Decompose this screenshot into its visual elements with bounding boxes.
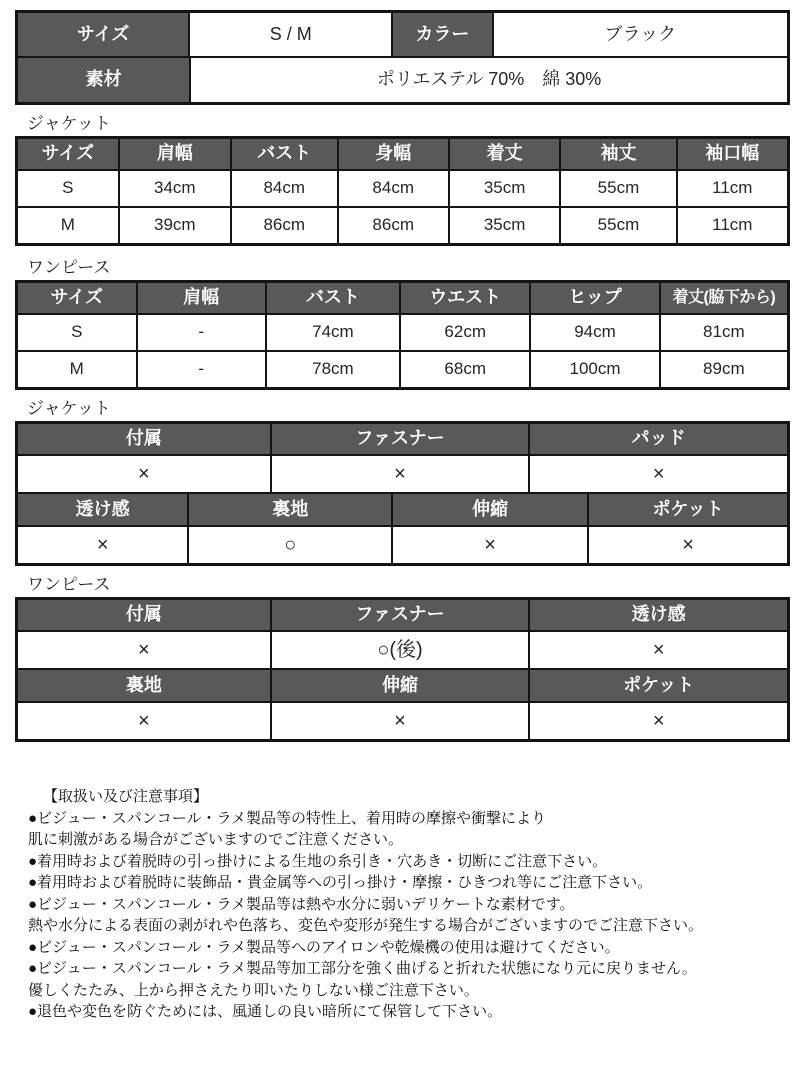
value-cell: 39cm bbox=[120, 208, 230, 243]
value-cell: 68cm bbox=[401, 352, 529, 387]
table-header-row bbox=[18, 283, 787, 313]
value-cell: 74cm bbox=[267, 315, 399, 350]
table-header-row bbox=[18, 424, 787, 454]
header-cell: バスト bbox=[267, 283, 399, 313]
onepiece-size-section-label: ワンピース bbox=[27, 258, 111, 277]
notes-line: ●ビジュー・スパンコール・ラメ製品等の特性上、着用時の摩擦や衝撃により bbox=[28, 809, 547, 827]
material-value-cell: ポリエステル 70% 綿 30% bbox=[191, 58, 787, 102]
table-header-row bbox=[18, 494, 787, 525]
value-cell: 86cm bbox=[232, 208, 337, 243]
value-cell: × bbox=[393, 527, 587, 563]
jacket-attributes-table bbox=[15, 421, 790, 566]
value-cell: 55cm bbox=[561, 208, 675, 243]
header-cell: 付属 bbox=[18, 600, 270, 630]
header-cell: ポケット bbox=[530, 670, 787, 701]
notes-line: 熱や水分による表面の剥がれや色落ち、変色や変形が発生する場合がございますのでご注意下さい。 bbox=[28, 917, 704, 934]
value-cell: 55cm bbox=[561, 171, 675, 206]
header-cell: 肩幅 bbox=[138, 283, 265, 313]
header-cell: 透け感 bbox=[530, 600, 787, 630]
value-cell: 81cm bbox=[661, 315, 787, 350]
header-cell: 伸縮 bbox=[393, 494, 587, 525]
value-cell: 84cm bbox=[339, 171, 448, 206]
value-cell: × bbox=[530, 456, 787, 492]
size-cell: S bbox=[18, 171, 118, 206]
header-cell: 着丈 bbox=[450, 139, 559, 169]
table-header-row bbox=[18, 139, 787, 169]
table-row bbox=[18, 632, 787, 668]
header-cell: 裏地 bbox=[189, 494, 391, 525]
header-cell: 袖丈 bbox=[561, 139, 675, 169]
header-cell: ファスナー bbox=[272, 424, 529, 454]
size-cell: S bbox=[18, 315, 136, 350]
header-cell: 肩幅 bbox=[120, 139, 230, 169]
value-cell: 100cm bbox=[531, 352, 658, 387]
notes-line: ●着用時および着脱時の引っ掛けによる生地の糸引き・穴あき・切断にご注意下さい。 bbox=[28, 852, 608, 870]
header-cell: 着丈(脇下から) bbox=[661, 283, 787, 313]
value-cell: 34cm bbox=[120, 171, 230, 206]
header-cell: バスト bbox=[232, 139, 337, 169]
value-cell: 78cm bbox=[267, 352, 399, 387]
value-cell: 84cm bbox=[232, 171, 337, 206]
header-cell: サイズ bbox=[18, 139, 118, 169]
header-cell: 裏地 bbox=[18, 670, 270, 701]
value-cell: - bbox=[138, 315, 265, 350]
table-row bbox=[18, 352, 787, 387]
header-cell: ファスナー bbox=[272, 600, 529, 630]
onepiece-attributes-table bbox=[15, 597, 790, 742]
value-cell: × bbox=[589, 527, 787, 563]
onepiece-size-table bbox=[15, 280, 790, 390]
value-cell: × bbox=[18, 703, 270, 739]
notes-line: ●退色や変色を防ぐためには、風通しの良い暗所にて保管して下さい。 bbox=[28, 1003, 503, 1020]
table-row bbox=[18, 527, 787, 563]
color-header-cell: カラー bbox=[393, 13, 491, 56]
size-color-material-table bbox=[15, 10, 790, 105]
notes-line: ●着用時および着脱時に装飾品・貴金属等への引っ掛け・摩擦・ひきつれ等にご注意下さい。 bbox=[28, 874, 653, 891]
size-header-cell: サイズ bbox=[18, 13, 188, 56]
table-row bbox=[18, 58, 787, 102]
value-cell: × bbox=[18, 632, 270, 668]
value-cell: × bbox=[18, 456, 270, 492]
value-cell: 35cm bbox=[450, 208, 559, 243]
value-cell: 11cm bbox=[678, 208, 787, 243]
handling-notes bbox=[28, 786, 798, 1023]
notes-heading: 【取扱い及び注意事項】 bbox=[43, 788, 209, 805]
table-header-row bbox=[18, 670, 787, 701]
size-cell: M bbox=[18, 352, 136, 387]
table-header-row bbox=[18, 600, 787, 630]
value-cell: ○(後) bbox=[272, 632, 529, 668]
jacket-size-section-label: ジャケット bbox=[27, 114, 111, 133]
header-cell: 付属 bbox=[18, 424, 270, 454]
value-cell: × bbox=[18, 527, 187, 563]
value-cell: × bbox=[272, 456, 529, 492]
notes-line: 優しくたたみ、上から押さえたり叩いたりしない様ご注意下さい。 bbox=[28, 981, 479, 999]
header-cell: ヒップ bbox=[531, 283, 658, 313]
notes-line: ●ビジュー・スパンコール・ラメ製品等加工部分を強く曲げると折れた状態になり元に戻りません。 bbox=[28, 960, 697, 977]
table-row bbox=[18, 703, 787, 739]
notes-line: ●ビジュー・スパンコール・ラメ製品等は熱や水分に弱いデリケートな素材です。 bbox=[28, 895, 575, 913]
table-row bbox=[18, 315, 787, 350]
table-row bbox=[18, 13, 787, 56]
header-cell: ポケット bbox=[589, 494, 787, 525]
table-row bbox=[18, 171, 787, 206]
header-cell: 伸縮 bbox=[272, 670, 529, 701]
header-cell: ウエスト bbox=[401, 283, 529, 313]
value-cell: 89cm bbox=[661, 352, 787, 387]
value-cell: 94cm bbox=[531, 315, 658, 350]
notes-line: 肌に刺激がある場合がございますのでご注意ください。 bbox=[28, 831, 404, 848]
jacket-size-table bbox=[15, 136, 790, 246]
value-cell: 62cm bbox=[401, 315, 529, 350]
header-cell: 袖口幅 bbox=[678, 139, 787, 169]
material-header-cell: 素材 bbox=[18, 58, 189, 102]
value-cell: 86cm bbox=[339, 208, 448, 243]
value-cell: 35cm bbox=[450, 171, 559, 206]
value-cell: ○ bbox=[189, 527, 391, 563]
header-cell: サイズ bbox=[18, 283, 136, 313]
value-cell: × bbox=[530, 632, 787, 668]
value-cell: - bbox=[138, 352, 265, 387]
size-cell: M bbox=[18, 208, 118, 243]
jacket-attr-section-label: ジャケット bbox=[27, 399, 111, 418]
size-value-cell: S / M bbox=[190, 13, 391, 56]
color-value-cell: ブラック bbox=[494, 13, 787, 56]
table-row bbox=[18, 208, 787, 243]
header-cell: パッド bbox=[530, 424, 787, 454]
value-cell: 11cm bbox=[678, 171, 787, 206]
value-cell: × bbox=[530, 703, 787, 739]
notes-line: ●ビジュー・スパンコール・ラメ製品等へのアイロンや乾燥機の使用は避けてください。 bbox=[28, 938, 620, 956]
onepiece-attr-section-label: ワンピース bbox=[27, 575, 111, 594]
value-cell: × bbox=[272, 703, 529, 739]
header-cell: 身幅 bbox=[339, 139, 448, 169]
header-cell: 透け感 bbox=[18, 494, 187, 525]
table-row bbox=[18, 456, 787, 492]
